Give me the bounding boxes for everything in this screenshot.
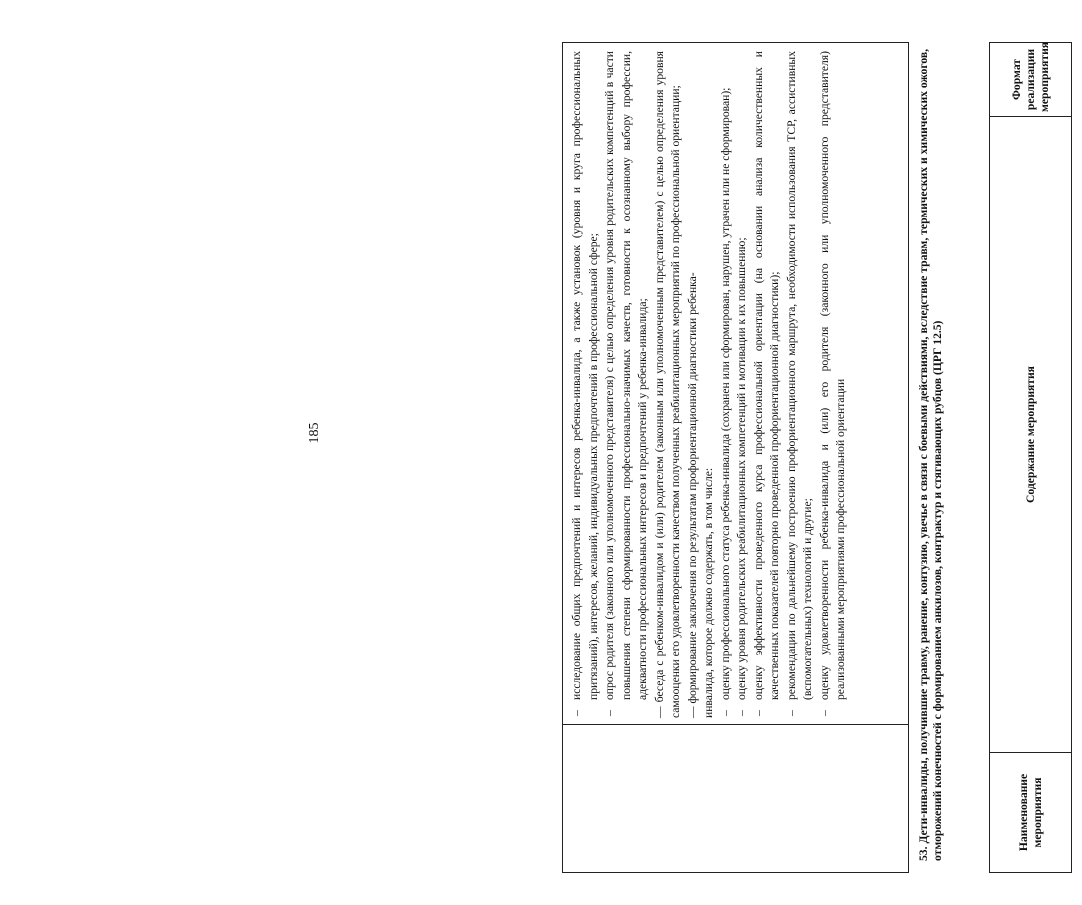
continuation-table bbox=[562, 42, 909, 873]
content-cell bbox=[563, 43, 909, 725]
list-item: – оценку уровня родительских реабилитационных компетенций и мотивации к их повышению; bbox=[734, 51, 751, 718]
section-heading: 53. Дети-инвалиды, получившие травму, ранение, контузию, увечье в связи с боевыми действиями, вследствие травм, термических и химических ожогов, отморожений конечностей с формированием анкилозов, контрактур и стягивающих рубцов (ЦРГ 12.5) bbox=[917, 49, 944, 861]
name-cell-empty bbox=[563, 725, 909, 873]
list-item: инвалида, которое должно содержать, в том числе: bbox=[702, 467, 715, 718]
list-item: – опрос родителя (законного или уполномоченного представителя) с целью определения уровня родительских компетенций в части повышения степени сформированности профессионально-значимых качеств, готовности к осознанному выбору профессии, адекватности профессиональных интересов и предпочтений у ребенка-инвалида; bbox=[602, 51, 652, 718]
list-item: — беседа с ребенком-инвалидом и (или) родителем (законным или уполномоченным представителем) с целью определения уровня самооценки его удовлетворенности качеством полученных реабилитационных мероприятий по профессиональной ориентации; bbox=[652, 51, 685, 718]
list-item: – исследование общих предпочтений и интересов ребенка-инвалида, а также установок (уровня и круга профессиональных притязаний), интересов, желаний, индивидуальных предпочтений в профессиональной сфере; bbox=[569, 51, 602, 718]
list-item: – оценку удовлетворенности ребенка-инвалида и (или) его родителя (законного или уполномоченного представителя) реализованными мероприятиями профессиональной ориентации bbox=[817, 51, 850, 718]
header-format-column: Формат реализации мероприятия bbox=[990, 43, 1072, 117]
list-item: – рекомендации по дальнейшему построению профориентационного маршрута, необходимости использования ТСР, ассистивных (вспомогательных) технологий и другие; bbox=[784, 51, 817, 718]
list-item: – оценку профессионального статуса ребенка-инвалида (сохранен или сформирован, нарушен, утрачен или не сформирован); bbox=[718, 51, 735, 718]
page-number: 185 bbox=[307, 422, 322, 444]
section-table-header bbox=[989, 42, 1072, 873]
table-row bbox=[563, 43, 909, 873]
list-item: — формирование заключения по результатам профориентационной диагностики ребенка- bbox=[685, 51, 702, 718]
content-list bbox=[563, 43, 854, 724]
header-content-column: Содержание мероприятия bbox=[990, 117, 1072, 753]
list-item: – оценку эффективности проведенного курса профессиональной ориентации (на основании анализа количественных и качественных показателей повторно проведенной профориентационной диагностики); bbox=[751, 51, 784, 718]
header-name-column: Наименование мероприятия bbox=[990, 753, 1072, 873]
rotated-page-content bbox=[562, 43, 1082, 873]
